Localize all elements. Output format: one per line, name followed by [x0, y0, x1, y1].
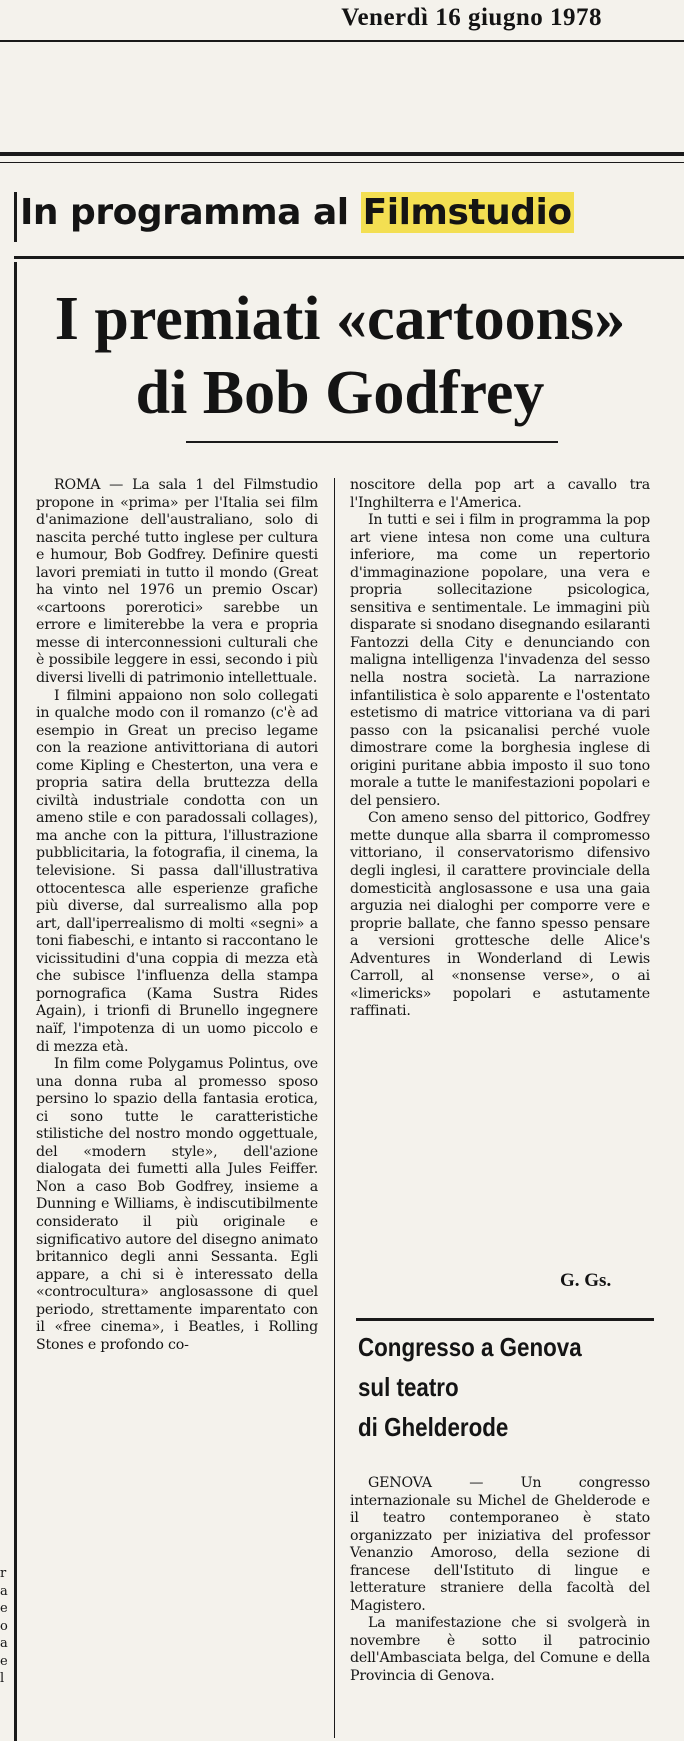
margin-letter: a [0, 1583, 8, 1599]
article-paragraph: GENOVA — Un congresso internazionale su Michel de Ghelderode e il teatro contemporaneo è stato organizzato per iniziativa del professor Venanzio Amoroso, della sezione di francese dell'Istituto di lingue e letterature straniere della facoltà del Magistero. [350, 1475, 650, 1614]
margin-letter: e [0, 1653, 8, 1669]
article-paragraph: ROMA — La sala 1 del Filmstudio propone in «prima» per l'Italia sei film d'animazione dell'australiano, solo di nascita perché tutto inglese per cultura e humour, Bob Godfrey. Definire questi lavori premiati in tutto il mondo (Great ha vinto nel 1976 un premio Oscar) «cartoons porerotici» sarebbe un errore e limiterebbe la vera e propria messe di interconnessioni culturali che è possibile leggere in essi, secondo i più diversi livelli di patrimonio intellettuale. [36, 477, 318, 687]
header-rule [0, 40, 684, 42]
second-headline-line-1: Congresso a Genova [358, 1332, 582, 1362]
publication-date: Venerdì 16 giugno 1978 [341, 4, 602, 31]
margin-letter: r [0, 1566, 7, 1581]
article-paragraph: In tutti e sei i film in programma la pop art viene intesa non come una cultura inferiore, ma come un repertorio d'immaginazione popolare, una vera e propria sollecitazione psicologica, sensitiva e sentimentale. Le immagini più disparate si snodano disegnando esilaranti Fantozzi della City e denunciando con maligna intelligenza l'invadenza del sesso nella nostra società. La narrazione infantilistica è solo apparente e l'ostentato estetismo di matrice vittoriana va di pari passo con la psicanalisi perché vuole dimostrare come la borghesia inglese di origini puritane abbia imposto il suo tono morale a tutte le manifestazioni popolari e del pensiero. [350, 512, 650, 809]
article-paragraph: In film come Polygamus Polintus, ove una donna ruba al promesso sposo persino lo spazio della fantasia erotica, ci sono tutte le caratteristiche stilistiche del nostro mondo oggettuale, del «modern style», dell'azione dialogata dei fumetti alla Jules Feiffer. Non a caso Bob Godfrey, insieme a Dunning e Williams, è indiscutibilmente considerato il più originale e significativo autore del disegno animato britannico degli anni Sessanta. Egli appare, a chi si è interessato della «controcultura» anglosassone di quel periodo, strettamente imparentato con il «free cinema», i Beatles, i Rolling Stones e profondo co- [36, 1056, 318, 1353]
kicker-highlight: Filmstudio [362, 192, 572, 233]
second-article-rule [356, 1318, 654, 1321]
second-headline-line-3: di Ghelderode [358, 1412, 509, 1442]
article-paragraph: Con ameno senso del pittorico, Godfrey mette dunque alla sbarra il compromesso vittoriano, il conservatorismo difensivo degli inglesi, il carattere provinciale della domesticità anglosassone e usa una gaia arguzia nei dialoghi per comporre vere e proprie ballate, che fanno spesso pensare a versioni grottesche delle Alice's Adventures in Wonderland di Lewis Carroll, al «nonsense verse», o ai «limericks» popolari e astutamente raffinati. [350, 810, 650, 1020]
column-divider [334, 478, 335, 1738]
margin-letter: l [0, 1671, 5, 1686]
article-paragraph: La manifestazione che si svolgerà in novembre è sotto il patrocinio dell'Ambasciata belga, del Comune e della Provincia di Genova. [350, 1615, 650, 1685]
article-paragraph: I filmini appaiono non solo collegati in qualche modo con il romanzo (c'è ad esempio in Great un preciso legame con la reazione antivittoriana di autori come Kipling e Chesterton, una vera e propria satira della bruttezza della civiltà industriale condotta con un ameno stile e con paradossali collages), ma anche con la pittura, l'illustrazione pubblicitaria, la fotografia, il cinema, la televisione. Si passa dall'illustrativa ottocentesca alle esperienze grafiche più diverse, dal surrealismo alla pop art, dall'iperrealismo di molti «segni» a toni fiabeschi, e intanto si raccontano le vicissitudini d'una coppia di mezza età che subisce l'influenza della stampa pornografica (Kama Sustra Rides Again), i trionfi di Brunello ingegnere naïf, l'impotenza di un uomo piccolo e di mezza età. [36, 687, 318, 1055]
article-column-2 [350, 477, 650, 1021]
section-rule-top [0, 152, 684, 156]
headline-line-2: di Bob Godfrey [135, 359, 545, 427]
headline [20, 282, 660, 430]
margin-fragment [0, 1565, 10, 1688]
headline-underline [186, 441, 558, 443]
article-left-bar [14, 262, 17, 1741]
second-headline-line-2: sul teatro [358, 1372, 459, 1402]
article-paragraph: noscitore della pop art a cavallo tra l'Inghilterra e l'America. [350, 477, 650, 511]
article-column-1 [36, 477, 318, 1354]
headline-line-1: I premiati «cartoons» [54, 285, 626, 353]
second-article-headline [358, 1327, 616, 1447]
kicker-line [20, 192, 574, 233]
section-rule-thin [0, 162, 684, 163]
kicker-rule [14, 256, 684, 259]
second-article-body [350, 1475, 650, 1686]
kicker-prefix: In programma al [20, 192, 361, 233]
kicker-left-bar [14, 192, 17, 242]
margin-letter: e [0, 1601, 8, 1616]
margin-letter: o [0, 1618, 8, 1634]
margin-letter: a [0, 1636, 8, 1651]
author-signature: G. Gs. [560, 1270, 612, 1291]
